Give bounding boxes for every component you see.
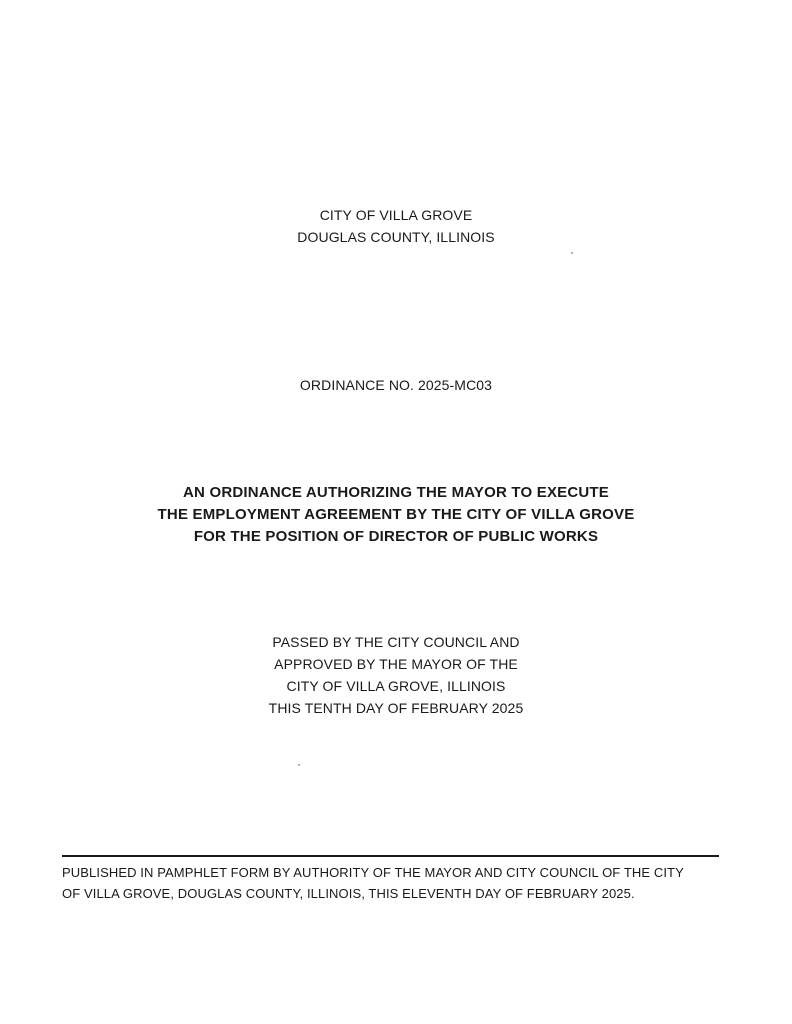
publication-line-2: OF VILLA GROVE, DOUGLAS COUNTY, ILLINOIS, THIS ELEVENTH DAY OF FEBRUARY 2025. — [62, 886, 635, 901]
scan-speck — [298, 764, 300, 766]
ordinance-title — [0, 482, 792, 548]
city-name: CITY OF VILLA GROVE — [319, 207, 473, 223]
publication-line-1: PUBLISHED IN PAMPHLET FORM BY AUTHORITY OF THE MAYOR AND CITY COUNCIL OF THE CITY — [62, 865, 684, 880]
ordinance-title-line-3: FOR THE POSITION OF DIRECTOR OF PUBLIC WORKS — [193, 528, 599, 545]
city-heading — [0, 204, 792, 248]
passage-line-3: CITY OF VILLA GROVE, ILLINOIS — [286, 678, 506, 694]
footer-divider — [62, 855, 719, 857]
scan-speck — [571, 252, 573, 254]
publication-notice — [62, 862, 722, 904]
ordinance-title-line-1: AN ORDINANCE AUTHORIZING THE MAYOR TO EXECUTE — [183, 484, 609, 501]
passage-statement — [0, 631, 792, 719]
ordinance-number-block — [0, 374, 792, 396]
ordinance-title-line-2: THE EMPLOYMENT AGREEMENT BY THE CITY OF VILLA GROVE — [157, 506, 635, 523]
passage-line-1: PASSED BY THE CITY COUNCIL AND — [272, 634, 520, 650]
passage-line-2: APPROVED BY THE MAYOR OF THE — [274, 656, 518, 672]
passage-line-4: THIS TENTH DAY OF FEBRUARY 2025 — [268, 700, 524, 716]
county-state: DOUGLAS COUNTY, ILLINOIS — [297, 229, 495, 245]
ordinance-number: ORDINANCE NO. 2025-MC03 — [299, 377, 493, 393]
